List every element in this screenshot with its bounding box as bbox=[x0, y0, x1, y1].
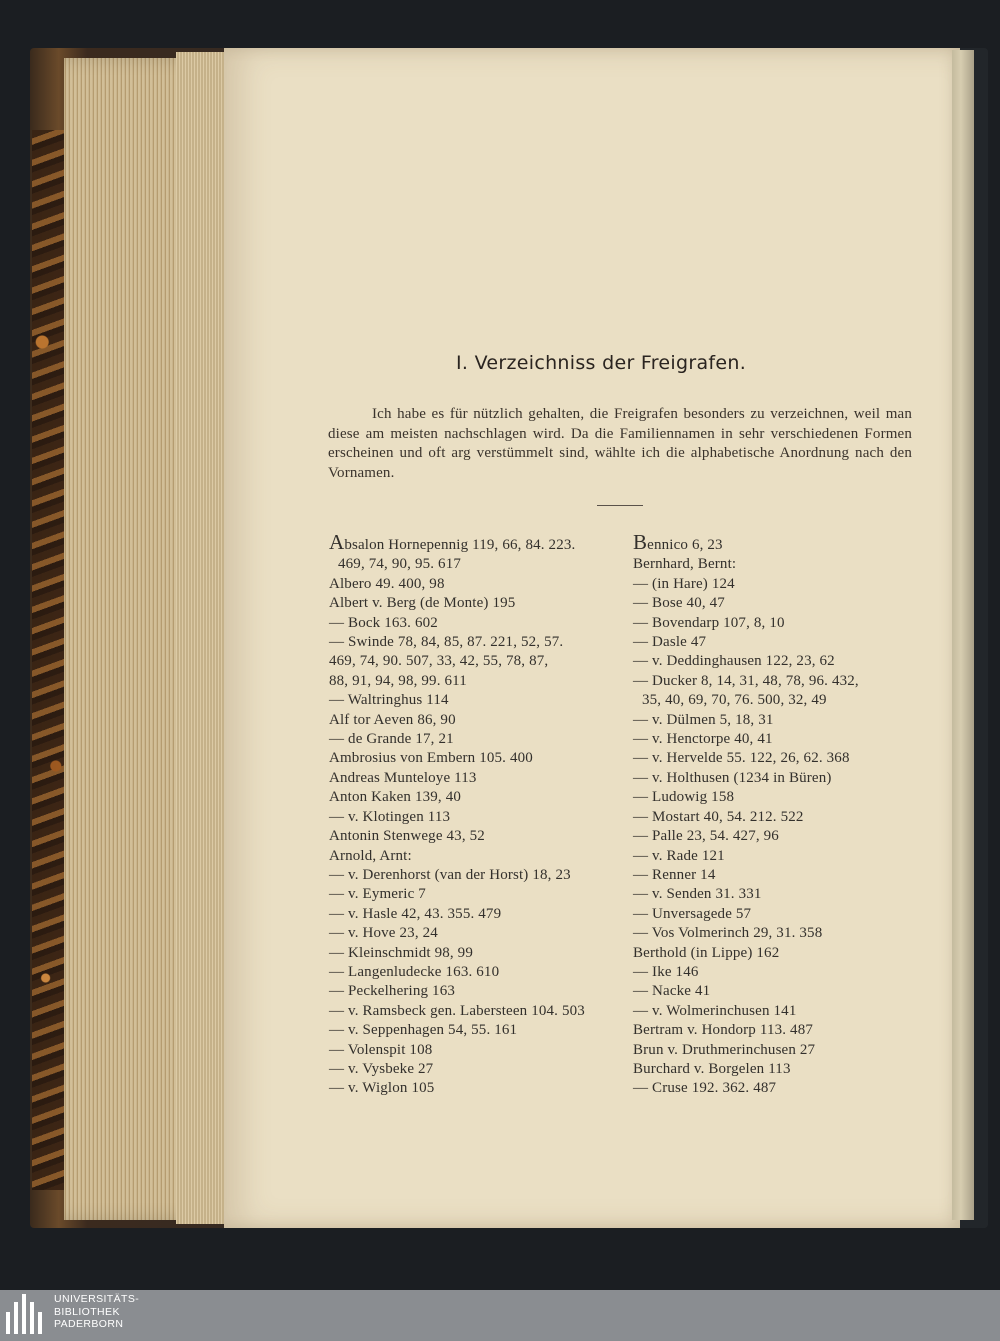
index-entry bbox=[329, 633, 619, 652]
index-entry bbox=[633, 575, 923, 594]
index-entry-text: — Bovendarp 107, 8, 10 bbox=[633, 614, 785, 631]
index-entry bbox=[633, 944, 923, 963]
index-entry-text: — Ludowig 158 bbox=[633, 789, 735, 806]
index-entry bbox=[633, 672, 923, 691]
right-page-edge bbox=[952, 50, 974, 1220]
index-entry bbox=[329, 1021, 619, 1040]
index-entry-text: Arnold, Arnt: bbox=[329, 847, 412, 864]
index-column-right bbox=[633, 530, 923, 1099]
index-entry bbox=[633, 827, 923, 846]
index-entry bbox=[633, 769, 923, 788]
index-entry bbox=[633, 1002, 923, 1021]
index-entry bbox=[633, 711, 923, 730]
index-entry-text: — Langenludecke 163. 610 bbox=[329, 963, 500, 980]
index-entry-text: — v. Klotingen 113 bbox=[329, 808, 451, 825]
index-entry-text: Brun v. Druthmerinchusen 27 bbox=[633, 1041, 816, 1058]
library-logo-icon bbox=[6, 1294, 48, 1334]
index-entry bbox=[633, 1079, 923, 1098]
index-entry bbox=[633, 749, 923, 768]
index-entry bbox=[329, 575, 619, 594]
index-entry bbox=[329, 788, 619, 807]
index-entry-text: — v. Henctorpe 40, 41 bbox=[633, 731, 773, 748]
index-entry-text: Antonin Stenwege 43, 52 bbox=[329, 828, 485, 845]
index-entry-text: — Bock 163. 602 bbox=[329, 614, 438, 631]
index-entry bbox=[329, 1002, 619, 1021]
index-entry-text: — Swinde 78, 84, 85, 87. 221, 52, 57. bbox=[329, 634, 564, 651]
library-name-line2: BIBLIOTHEK bbox=[54, 1305, 120, 1318]
index-entry bbox=[329, 905, 619, 924]
index-entry-text: — Ike 146 bbox=[633, 963, 699, 980]
library-name bbox=[54, 1293, 139, 1331]
index-entry-text: Ambrosius von Embern 105. 400 bbox=[329, 750, 533, 767]
index-entry bbox=[633, 730, 923, 749]
index-entry bbox=[329, 769, 619, 788]
index-entry-text: — Vos Volmerinch 29, 31. 358 bbox=[633, 925, 823, 942]
index-entry bbox=[633, 963, 923, 982]
intro-paragraph: Ich habe es für nützlich gehalten, die Freigrafen besonders zu verzeichnen, weil man diese am meisten nachschlagen wird. Da die Familiennamen in sehr verschiedenen Formen erscheinen und oft arg verstümmelt sind, wählte ich die alphabetische Anordnung nach den Vornamen. bbox=[328, 406, 912, 481]
initial-letter: A bbox=[329, 530, 345, 554]
index-entry-text: Bernhard, Bernt: bbox=[633, 556, 737, 573]
index-entry bbox=[329, 555, 619, 574]
index-entry-text: 469, 74, 90, 95. 617 bbox=[338, 556, 461, 573]
separator-rule bbox=[597, 505, 643, 506]
index-entry bbox=[633, 652, 923, 671]
index-entry bbox=[329, 1079, 619, 1098]
index-entry-text: Berthold (in Lippe) 162 bbox=[633, 944, 780, 961]
index-entry-text: — v. Hasle 42, 43. 355. 479 bbox=[329, 905, 502, 922]
index-entry-text: 35, 40, 69, 70, 76. 500, 32, 49 bbox=[642, 692, 827, 709]
index-entry bbox=[633, 885, 923, 904]
index-entry bbox=[329, 691, 619, 710]
index-entry-text: — Ducker 8, 14, 31, 48, 78, 96. 432, bbox=[633, 672, 859, 689]
index-entry-text: Anton Kaken 139, 40 bbox=[329, 789, 461, 806]
index-entry-text: — v. Hove 23, 24 bbox=[329, 925, 438, 942]
index-entry bbox=[329, 944, 619, 963]
index-entry-text: 88, 91, 94, 98, 99. 611 bbox=[329, 672, 467, 689]
index-entry bbox=[633, 594, 923, 613]
library-name-line1: UNIVERSITÄTS- bbox=[54, 1293, 140, 1305]
index-entry-text: — v. Eymeric 7 bbox=[329, 886, 426, 903]
index-entry bbox=[633, 905, 923, 924]
index-entry bbox=[329, 924, 619, 943]
marbled-binding bbox=[32, 130, 66, 1190]
index-entry bbox=[633, 866, 923, 885]
index-entry bbox=[329, 808, 619, 827]
index-entry-text: Alf tor Aeven 86, 90 bbox=[329, 711, 456, 728]
index-entry bbox=[329, 530, 619, 555]
index-entry-text: — Mostart 40, 54. 212. 522 bbox=[633, 808, 804, 825]
index-entry-text: — v. Derenhorst (van der Horst) 18, 23 bbox=[329, 866, 571, 883]
index-entry-text: — v. Wolmerinchusen 141 bbox=[633, 1002, 797, 1019]
index-entry-text: — v. Wiglon 105 bbox=[329, 1080, 435, 1097]
section-title: I. Verzeichniss der Freigrafen. bbox=[456, 352, 747, 374]
index-entry-text: bsalon Hornepennig 119, 66, 84. 223. bbox=[344, 537, 576, 553]
index-entry-text: — Volenspit 108 bbox=[329, 1041, 433, 1058]
index-entry-text: — v. Holthusen (1234 in Büren) bbox=[633, 769, 832, 786]
index-entry-text: — v. Rade 121 bbox=[633, 847, 725, 864]
index-entry-text: — Kleinschmidt 98, 99 bbox=[329, 944, 473, 961]
footer-bar bbox=[0, 1290, 1000, 1341]
index-entry bbox=[633, 1041, 923, 1060]
index-entry-text: Burchard v. Borgelen 113 bbox=[633, 1060, 791, 1077]
index-entry bbox=[633, 1060, 923, 1079]
index-entry-text: — Dasle 47 bbox=[633, 634, 707, 651]
index-entry bbox=[329, 749, 619, 768]
index-entry-text: Bertram v. Hondorp 113. 487 bbox=[633, 1022, 813, 1039]
index-entry bbox=[329, 1041, 619, 1060]
index-entry bbox=[329, 672, 619, 691]
index-entry bbox=[633, 982, 923, 1001]
index-entry bbox=[329, 652, 619, 671]
index-entry-text: — Bose 40, 47 bbox=[633, 595, 725, 612]
index-entry bbox=[329, 614, 619, 633]
index-entry bbox=[633, 847, 923, 866]
index-entry bbox=[329, 1060, 619, 1079]
index-entry-text: — v. Hervelde 55. 122, 26, 62. 368 bbox=[633, 750, 850, 767]
index-column-left bbox=[329, 530, 619, 1099]
library-name-line3: PADERBORN bbox=[54, 1318, 124, 1330]
index-entry-text: Andreas Munteloye 113 bbox=[329, 769, 477, 786]
index-entry-text: — Peckelhering 163 bbox=[329, 983, 456, 1000]
index-entry-text: — v. Deddinghausen 122, 23, 62 bbox=[633, 653, 835, 670]
index-entry-text: — v. Seppenhagen 54, 55. 161 bbox=[329, 1022, 518, 1039]
index-entry bbox=[329, 982, 619, 1001]
index-entry-text: — v. Dülmen 5, 18, 31 bbox=[633, 711, 774, 728]
index-entry-text: — v. Senden 31. 331 bbox=[633, 886, 762, 903]
index-entry bbox=[329, 827, 619, 846]
index-entry bbox=[633, 555, 923, 574]
index-entry bbox=[329, 866, 619, 885]
index-entry-text: 469, 74, 90. 507, 33, 42, 55, 78, 87, bbox=[329, 653, 549, 670]
index-entry bbox=[633, 691, 923, 710]
index-entry bbox=[633, 530, 923, 555]
index-entry bbox=[633, 808, 923, 827]
index-entry bbox=[329, 730, 619, 749]
index-entry-text: — Renner 14 bbox=[633, 866, 716, 883]
index-entry-text: Albert v. Berg (de Monte) 195 bbox=[329, 595, 516, 612]
index-entry-text: — v. Ramsbeck gen. Labersteen 104. 503 bbox=[329, 1002, 585, 1019]
index-entry bbox=[633, 924, 923, 943]
index-entry bbox=[633, 1021, 923, 1040]
index-entry bbox=[329, 711, 619, 730]
index-entry-text: — v. Vysbeke 27 bbox=[329, 1060, 434, 1077]
index-entry bbox=[329, 885, 619, 904]
index-entry-text: — (in Hare) 124 bbox=[633, 575, 735, 592]
index-entry-text: Albero 49. 400, 98 bbox=[329, 575, 445, 592]
index-entry-text: — Unversagede 57 bbox=[633, 905, 752, 922]
index-entry-text: ennico 6, 23 bbox=[647, 537, 723, 553]
index-entry bbox=[329, 847, 619, 866]
index-entry bbox=[633, 614, 923, 633]
index-entry bbox=[633, 788, 923, 807]
index-entry-text: — Waltringhus 114 bbox=[329, 692, 449, 709]
index-entry bbox=[633, 633, 923, 652]
index-entry-text: — Palle 23, 54. 427, 96 bbox=[633, 828, 779, 845]
index-entry-text: — de Grande 17, 21 bbox=[329, 731, 454, 748]
index-entry-text: — Nacke 41 bbox=[633, 983, 711, 1000]
initial-letter: B bbox=[633, 530, 648, 554]
index-entry bbox=[329, 594, 619, 613]
index-entry-text: — Cruse 192. 362. 487 bbox=[633, 1080, 777, 1097]
index-entry bbox=[329, 963, 619, 982]
